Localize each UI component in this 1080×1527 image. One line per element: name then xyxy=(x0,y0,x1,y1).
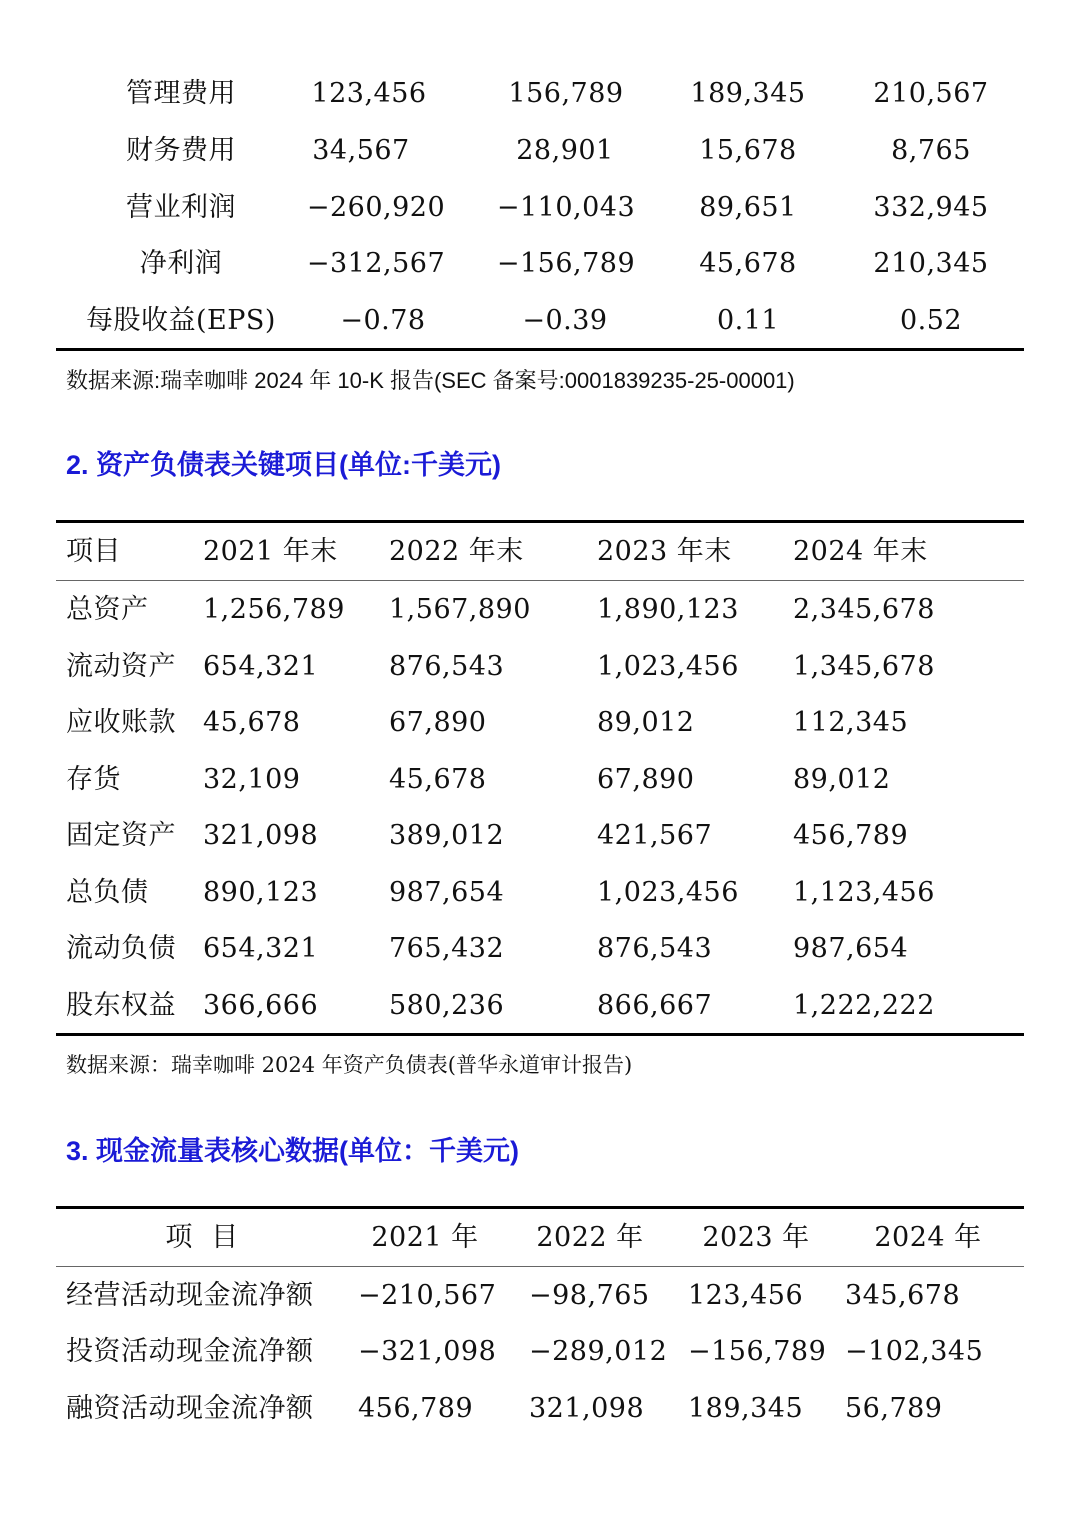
row-label: 股东权益 xyxy=(66,990,176,1021)
column-header: 项目 xyxy=(66,536,121,567)
cell-value: 876,543 xyxy=(389,651,505,682)
column-header: 2023 年 xyxy=(702,1222,810,1253)
cell-value: 876,543 xyxy=(597,933,713,964)
cell-value: 123,456 xyxy=(688,1280,804,1311)
column-header: 2024 年 xyxy=(874,1222,982,1253)
cell-value: 1,567,890 xyxy=(389,594,531,625)
cell-value: −156,789 xyxy=(688,1336,827,1367)
row-label: 营业利润 xyxy=(126,192,236,223)
cell-value: −289,012 xyxy=(529,1336,668,1367)
cell-value: −210,567 xyxy=(358,1280,497,1311)
cell-value: 189,345 xyxy=(690,78,806,109)
cell-value: 123,456 xyxy=(311,78,427,109)
header-divider xyxy=(56,580,1024,581)
row-label: 存货 xyxy=(66,764,121,795)
row-label: 融资活动现金流净额 xyxy=(66,1393,314,1424)
row-label: 投资活动现金流净额 xyxy=(66,1336,314,1367)
header-divider xyxy=(56,1266,1024,1267)
cell-value: 321,098 xyxy=(203,820,319,851)
row-label: 总负债 xyxy=(66,877,149,908)
balance-sheet-heading: 2. 资产负债表关键项目(单位:千美元) xyxy=(66,450,501,480)
cell-value: 987,654 xyxy=(389,877,505,908)
cell-value: 1,023,456 xyxy=(597,877,739,908)
cell-value: 345,678 xyxy=(845,1280,961,1311)
cell-value: 389,012 xyxy=(389,820,505,851)
cell-value: 580,236 xyxy=(389,990,505,1021)
column-header: 2022 年末 xyxy=(389,536,524,567)
cell-value: 45,678 xyxy=(203,707,301,738)
cell-value: 1,256,789 xyxy=(203,594,345,625)
row-label: 总资产 xyxy=(66,594,149,625)
cell-value: 1,345,678 xyxy=(793,651,935,682)
cell-value: −321,098 xyxy=(358,1336,497,1367)
row-label: 经营活动现金流净额 xyxy=(66,1280,314,1311)
row-label: 财务费用 xyxy=(126,135,236,166)
column-header: 2021 年末 xyxy=(203,536,338,567)
cell-value: 45,678 xyxy=(699,248,797,279)
cell-value: 0.11 xyxy=(716,305,780,336)
table-top-rule xyxy=(56,1206,1024,1209)
cell-value: 1,222,222 xyxy=(793,990,935,1021)
cell-value: 866,667 xyxy=(597,990,713,1021)
cell-value: 34,567 xyxy=(312,135,410,166)
cell-value: 890,123 xyxy=(203,877,319,908)
cell-value: 112,345 xyxy=(793,707,909,738)
cell-value: 332,945 xyxy=(873,192,989,223)
cell-value: −0.39 xyxy=(522,305,608,336)
cell-value: −110,043 xyxy=(496,192,636,223)
cell-value: 0.52 xyxy=(899,305,963,336)
row-label: 流动资产 xyxy=(66,651,176,682)
balance-source-note: 数据来源：瑞幸咖啡 2024 年资产负债表(普华永道审计报告) xyxy=(66,1053,633,1077)
cell-value: 45,678 xyxy=(389,764,487,795)
cell-value: 456,789 xyxy=(358,1393,474,1424)
cell-value: −102,345 xyxy=(845,1336,984,1367)
cell-value: 1,890,123 xyxy=(597,594,739,625)
table-bottom-rule xyxy=(56,1033,1024,1036)
cell-value: 1,123,456 xyxy=(793,877,935,908)
cell-value: 28,901 xyxy=(516,135,614,166)
cell-value: 654,321 xyxy=(203,651,319,682)
cell-value: 321,098 xyxy=(529,1393,645,1424)
cell-value: 189,345 xyxy=(688,1393,804,1424)
cell-value: 56,789 xyxy=(845,1393,943,1424)
cell-value: 210,567 xyxy=(873,78,989,109)
cell-value: 67,890 xyxy=(389,707,487,738)
row-label: 净利润 xyxy=(139,248,223,279)
row-label: 固定资产 xyxy=(66,820,176,851)
cash-flow-heading: 3. 现金流量表核心数据(单位：千美元) xyxy=(66,1136,520,1166)
cell-value: 8,765 xyxy=(891,135,971,166)
cell-value: 89,012 xyxy=(793,764,891,795)
row-label: 管理费用 xyxy=(126,78,236,109)
cell-value: 89,651 xyxy=(699,192,797,223)
table-top-rule xyxy=(56,520,1024,523)
column-header: 2021 年 xyxy=(371,1222,479,1253)
cell-value: 765,432 xyxy=(389,933,505,964)
cell-value: 366,666 xyxy=(203,990,319,1021)
column-header: 2022 年 xyxy=(536,1222,644,1253)
cell-value: −312,567 xyxy=(306,248,446,279)
cell-value: 67,890 xyxy=(597,764,695,795)
cell-value: 1,023,456 xyxy=(597,651,739,682)
row-label: 流动负债 xyxy=(66,933,176,964)
cell-value: 32,109 xyxy=(203,764,301,795)
cell-value: 89,012 xyxy=(597,707,695,738)
cell-value: 210,345 xyxy=(873,248,989,279)
cell-value: −260,920 xyxy=(306,192,446,223)
cell-value: −156,789 xyxy=(496,248,636,279)
column-header: 2024 年末 xyxy=(793,536,928,567)
row-label: 每股收益(EPS) xyxy=(86,305,276,336)
cell-value: 987,654 xyxy=(793,933,909,964)
column-header: 项 目 xyxy=(165,1222,239,1253)
cell-value: 15,678 xyxy=(699,135,797,166)
cell-value: −0.78 xyxy=(340,305,426,336)
cell-value: 421,567 xyxy=(597,820,713,851)
cell-value: 2,345,678 xyxy=(793,594,935,625)
cell-value: −98,765 xyxy=(529,1280,650,1311)
column-header: 2023 年末 xyxy=(597,536,732,567)
cell-value: 654,321 xyxy=(203,933,319,964)
table-bottom-rule xyxy=(56,348,1024,351)
cell-value: 456,789 xyxy=(793,820,909,851)
cell-value: 156,789 xyxy=(508,78,624,109)
row-label: 应收账款 xyxy=(66,707,176,738)
income-source-note: 数据来源:瑞幸咖啡 2024 年 10-K 报告(SEC 备案号:0001839235-25-00001) xyxy=(66,368,795,393)
